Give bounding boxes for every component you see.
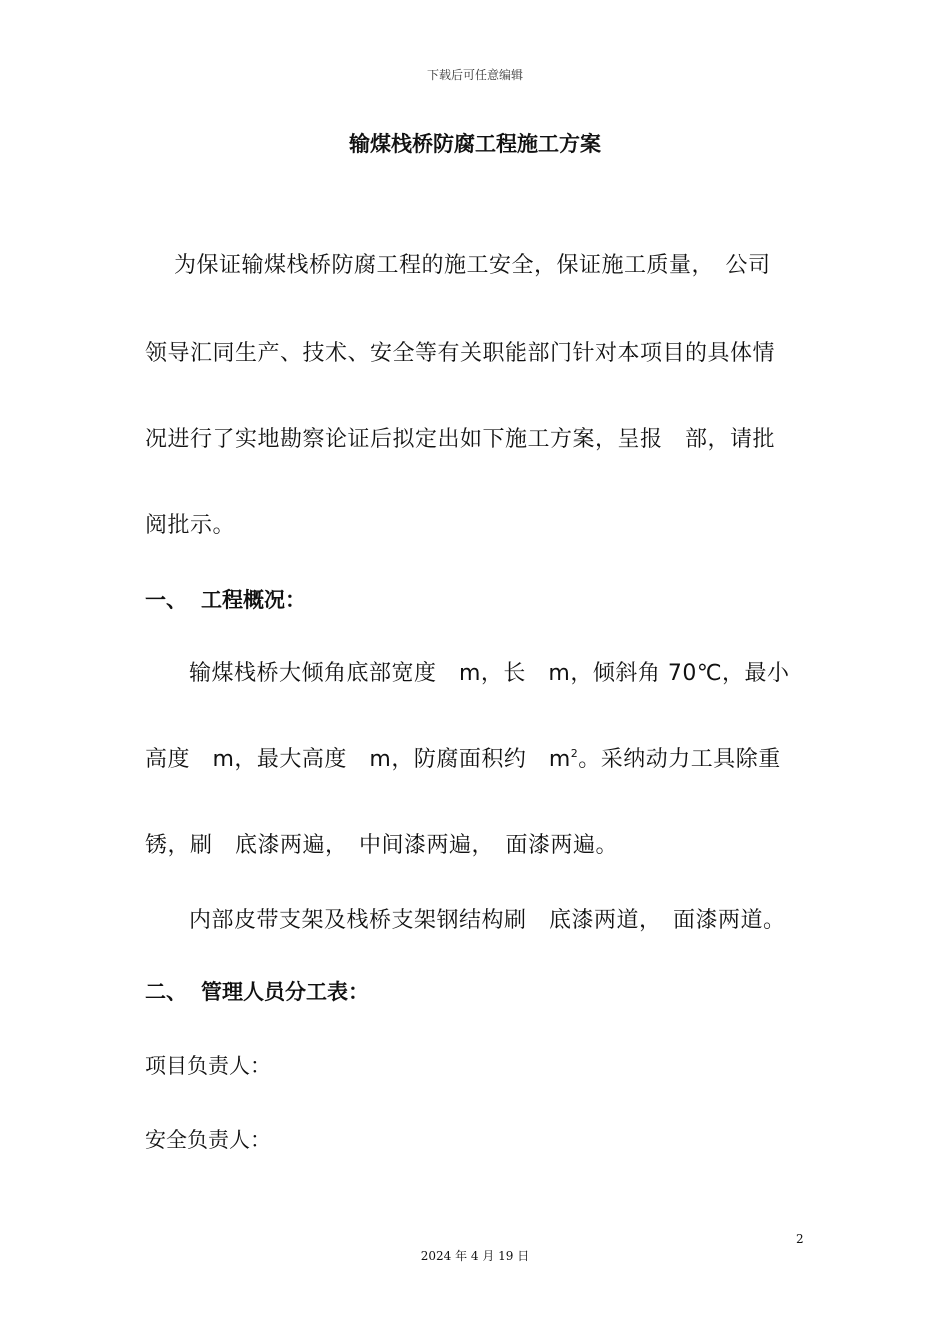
intro-line-4: 阅批示。 [145, 513, 236, 538]
page-number: 2 [796, 1232, 804, 1246]
intro-line-3: 况进行了实地勘察论证后拟定出如下施工方案，呈报 部，请批 [145, 427, 776, 452]
overview-line-1: 输煤栈桥大倾角底部宽度 m，长 m，倾斜角 70℃，最小 [189, 661, 790, 686]
project-lead-label: 项目负责人： [145, 1054, 271, 1078]
intro-line-1: 为保证输煤栈桥防腐工程的施工安全，保证施工质量， 公司 [174, 253, 771, 278]
safety-lead-label: 安全负责人： [145, 1128, 271, 1152]
section-2-number: 二、 [145, 980, 187, 1004]
header-note: 下载后可任意编辑 [426, 68, 523, 82]
section-1-heading [145, 584, 306, 614]
section-1-title: 工程概况： [201, 588, 306, 612]
section-2-title: 管理人员分工表： [201, 980, 369, 1004]
overview-line-4: 内部皮带支架及栈桥支架钢结构刷 底漆两道， 面漆两道。 [189, 908, 786, 933]
overview-line-3: 锈，刷 底漆两遍， 中间漆两遍， 面漆两遍。 [145, 833, 619, 858]
area-unit-superscript: 2 [570, 747, 579, 760]
overview-line-2-suffix: 。采纳动力工具除重 [578, 747, 781, 772]
section-2-heading [145, 976, 369, 1006]
intro-line-2: 领导汇同生产、技术、安全等有关职能部门针对本项目的具体情 [145, 341, 776, 366]
footer-date: 2024 年 4 月 19 日 [420, 1249, 530, 1263]
section-1-number: 一、 [145, 588, 187, 612]
document-title: 输煤栈桥防腐工程施工方案 [349, 132, 601, 156]
overview-line-2-prefix: 高度 m，最大高度 m，防腐面积约 m [145, 747, 571, 772]
overview-line-2 [145, 742, 781, 773]
